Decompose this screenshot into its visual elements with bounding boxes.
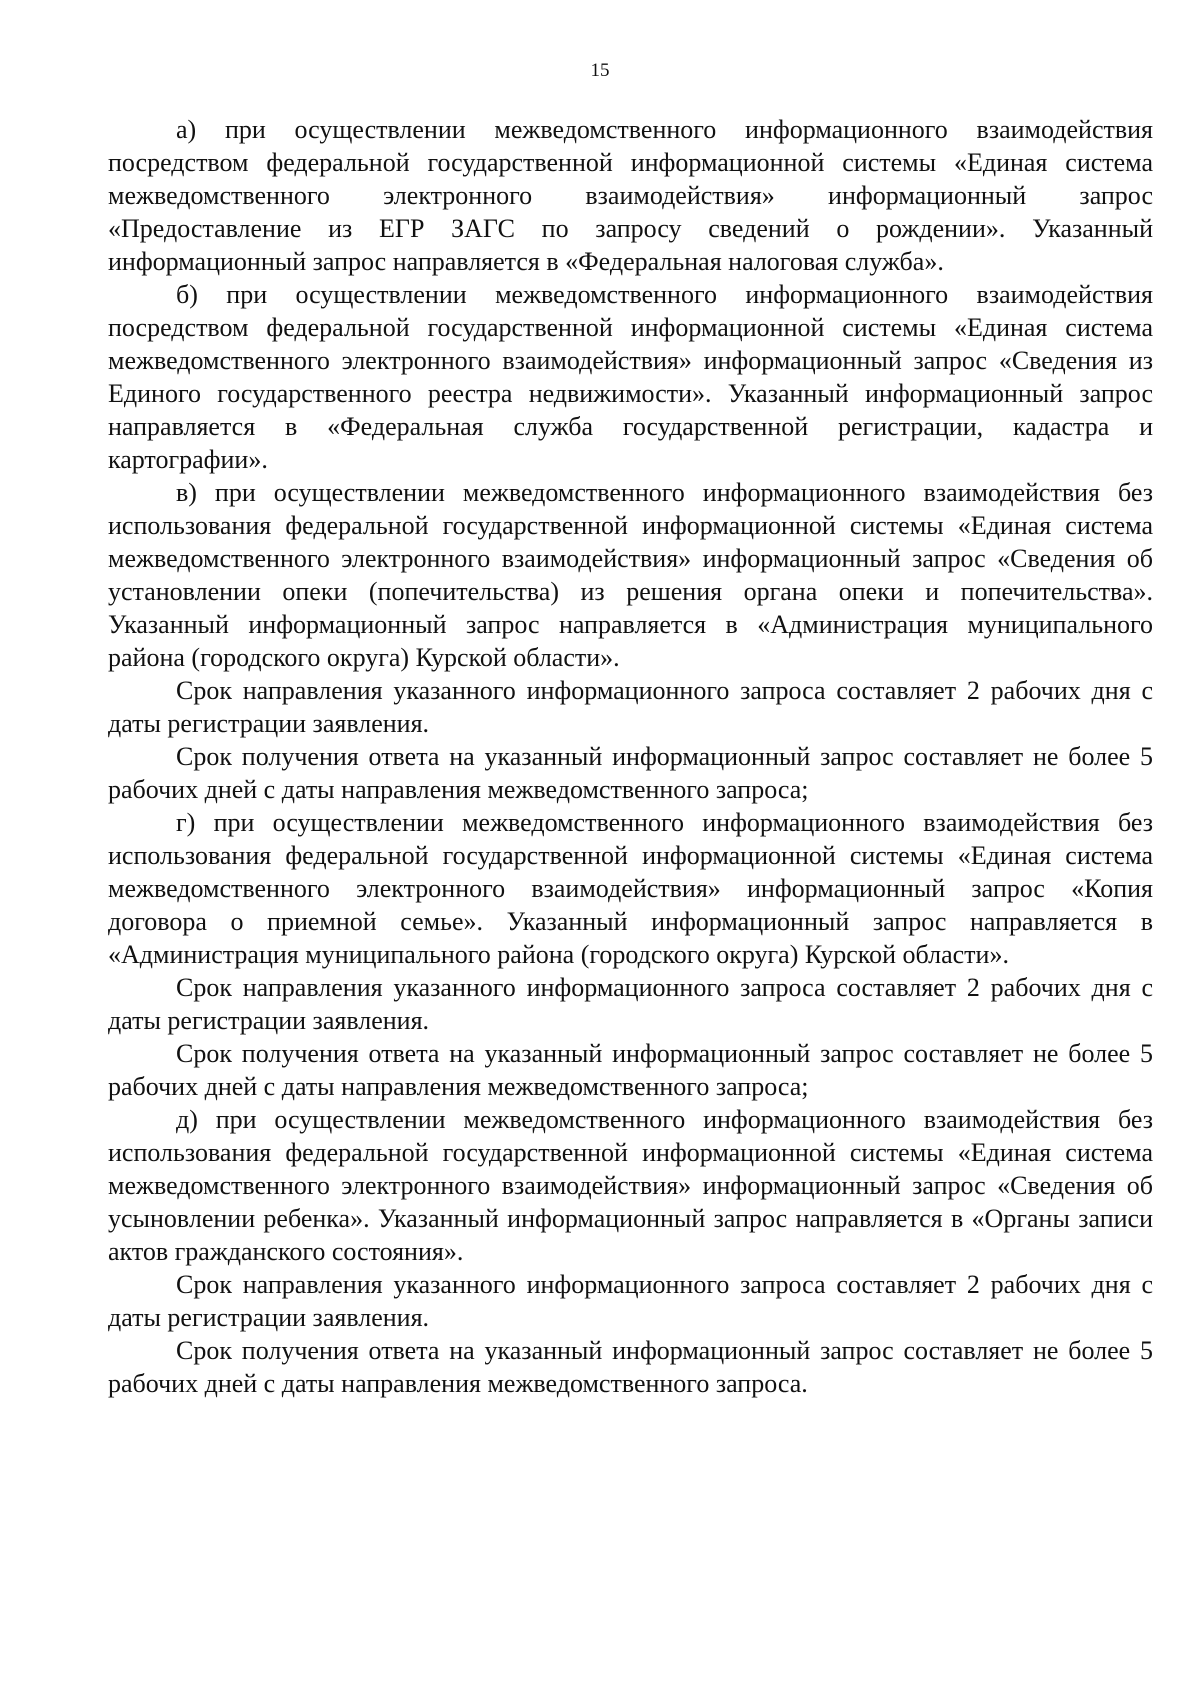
paragraph-d-response-term: Срок получения ответа на указанный информационный запрос составляет не более 5 рабочих дней с даты направления межведомственного запроса. [108, 1336, 1153, 1398]
paragraph-g-response-term: Срок получения ответа на указанный информационный запрос составляет не более 5 рабочих дней с даты направления межведомственного запроса; [108, 1039, 1153, 1101]
paragraph-b: б) при осуществлении межведомственного информационного взаимодействия посредством федеральной государственной информационной системы «Единая система межведомственного электронного взаимодействия» информационный запрос «Сведения из Единого государственного реестра недвижимости». Указанный информационный запрос направляется в «Федеральная служба государственной регистрации, кадастра и картографии». [108, 280, 1153, 474]
paragraph-g: г) при осуществлении межведомственного информационного взаимодействия без использования федеральной государственной информационной системы «Единая система межведомственного электронного взаимодействия» информационный запрос «Копия договора о приемной семье». Указанный информационный запрос направляется в «Администрация муниципального района (городского округа) Курской области». [108, 808, 1153, 969]
document-body [108, 113, 1153, 1400]
paragraph-v-send-term: Срок направления указанного информационного запроса составляет 2 рабочих дня с даты регистрации заявления. [108, 676, 1153, 738]
paragraph-v-response-term: Срок получения ответа на указанный информационный запрос составляет не более 5 рабочих дней с даты направления межведомственного запроса; [108, 742, 1153, 804]
paragraph-v: в) при осуществлении межведомственного информационного взаимодействия без использования федеральной государственной информационной системы «Единая система межведомственного электронного взаимодействия» информационный запрос «Сведения об установлении опеки (попечительства) из решения органа опеки и попечительства». Указанный информационный запрос направляется в «Администрация муниципального района (городского округа) Курской области». [108, 478, 1153, 672]
paragraph-a: а) при осуществлении межведомственного информационного взаимодействия посредством федеральной государственной информационной системы «Единая система межведомственного электронного взаимодействия» информационный запрос «Предоставление из ЕГР ЗАГС по запросу сведений о рождении». Указанный информационный запрос направляется в «Федеральная налоговая служба». [108, 115, 1153, 276]
paragraph-d-send-term: Срок направления указанного информационного запроса составляет 2 рабочих дня с даты регистрации заявления. [108, 1270, 1153, 1332]
paragraph-d: д) при осуществлении межведомственного информационного взаимодействия без использования федеральной государственной информационной системы «Единая система межведомственного электронного взаимодействия» информационный запрос «Сведения об усыновлении ребенка». Указанный информационный запрос направляется в «Органы записи актов гражданского состояния». [108, 1105, 1153, 1266]
paragraph-g-send-term: Срок направления указанного информационного запроса составляет 2 рабочих дня с даты регистрации заявления. [108, 973, 1153, 1035]
page-number: 15 [590, 60, 610, 81]
